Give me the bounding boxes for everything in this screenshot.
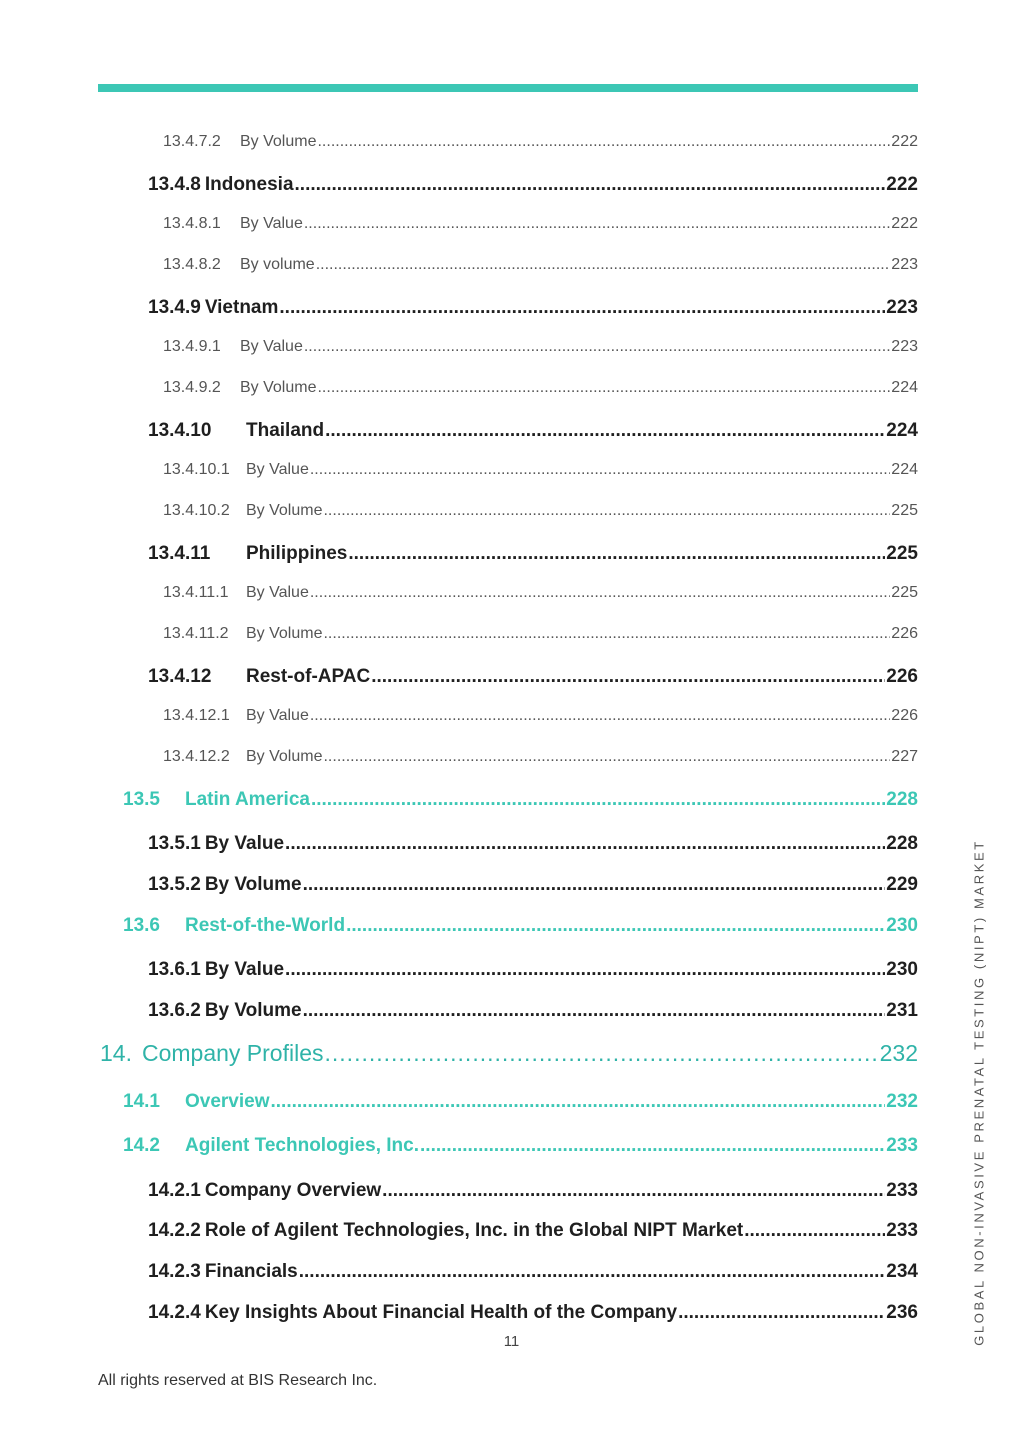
- side-report-title: GLOBAL NON-INVASIVE PRENATAL TESTING (NIPT) MARKET: [971, 839, 987, 1346]
- toc-entry[interactable]: [163, 748, 918, 766]
- toc-number: 13.5: [123, 789, 160, 810]
- toc-number: 13.4.10.2: [163, 502, 230, 519]
- toc-page: 228: [886, 833, 918, 854]
- toc-title: Overview: [185, 1091, 270, 1112]
- toc-number: 13.4.9: [148, 297, 201, 318]
- toc-title: Agilent Technologies, Inc.: [185, 1135, 420, 1156]
- toc-title: Key Insights About Financial Health of the Company: [204, 1302, 678, 1323]
- toc-leader: [323, 748, 890, 766]
- toc-leader: [744, 1220, 885, 1242]
- toc-entry[interactable]: [148, 833, 918, 855]
- toc-leader: [323, 625, 890, 643]
- toc-number: 14.1: [123, 1091, 160, 1112]
- toc-number: 13.4.9.1: [163, 338, 221, 355]
- toc-entry[interactable]: [163, 215, 918, 233]
- toc-title: Rest-of-APAC: [246, 666, 371, 687]
- toc-title: Philippines: [246, 543, 348, 564]
- toc-number: 13.4.12.2: [163, 748, 230, 765]
- toc-title: By Volume: [204, 1000, 302, 1021]
- toc-page: 232: [879, 1040, 918, 1066]
- toc-leader: [310, 461, 890, 479]
- toc-entry[interactable]: [148, 543, 918, 565]
- toc-page: 230: [886, 959, 918, 980]
- toc-page: 225: [891, 502, 918, 519]
- toc-number: 13.4.8.1: [163, 215, 221, 232]
- toc-number: 14.2.4: [148, 1302, 201, 1323]
- toc-number: 13.4.7.2: [163, 133, 221, 150]
- toc-entry[interactable]: [148, 874, 918, 896]
- toc-entry[interactable]: [148, 959, 918, 981]
- toc-entry[interactable]: [148, 1000, 918, 1022]
- toc-title: By Volume: [204, 874, 302, 895]
- toc-page: 224: [886, 420, 918, 441]
- toc-entry[interactable]: [123, 1135, 918, 1157]
- toc-leader: [325, 420, 885, 442]
- toc-title: By Volume: [240, 379, 317, 396]
- toc-leader: [303, 1000, 886, 1022]
- toc-number: 13.4.12.1: [163, 707, 230, 724]
- toc-leader: [348, 543, 885, 565]
- toc-page: 222: [886, 174, 918, 195]
- toc-entry[interactable]: [123, 1091, 918, 1113]
- toc-leader: [304, 215, 890, 233]
- toc-entry[interactable]: [163, 502, 918, 520]
- toc-entry[interactable]: [148, 1302, 918, 1324]
- toc-entry[interactable]: [148, 420, 918, 442]
- toc-page: 230: [886, 915, 918, 936]
- toc-title: By Value: [246, 461, 309, 478]
- page-number: 11: [503, 1333, 520, 1350]
- toc-title: Rest-of-the-World: [185, 915, 346, 936]
- toc-number: 14.2.3: [148, 1261, 201, 1282]
- toc-entry[interactable]: [163, 625, 918, 643]
- toc-number: 13.5.1: [148, 833, 201, 854]
- toc-title: By Value: [240, 338, 303, 355]
- toc-page: 228: [886, 789, 918, 810]
- toc-page: 236: [886, 1302, 918, 1323]
- toc-page: 226: [886, 666, 918, 687]
- toc-title: Latin America: [185, 789, 310, 810]
- toc-number: 13.6.2: [148, 1000, 201, 1021]
- toc-leader: [285, 833, 885, 855]
- toc-page: 233: [886, 1135, 918, 1156]
- toc-title: By Value: [240, 215, 303, 232]
- toc-title: Financials: [204, 1261, 298, 1282]
- toc-entry[interactable]: [148, 1261, 918, 1283]
- toc-entry[interactable]: [123, 789, 918, 811]
- toc-number: 13.4.11: [148, 543, 211, 564]
- toc-page: 225: [891, 584, 918, 601]
- toc-page: 233: [886, 1220, 918, 1241]
- toc-number: 13.6.1: [148, 959, 201, 980]
- toc-entry[interactable]: [163, 338, 918, 356]
- toc-entry[interactable]: [148, 1180, 918, 1202]
- toc-entry[interactable]: [148, 297, 918, 319]
- toc-page: 223: [891, 256, 918, 273]
- toc-leader: [317, 133, 890, 151]
- toc-title: By Value: [204, 959, 285, 980]
- toc-leader: [346, 915, 885, 937]
- toc-entry[interactable]: [163, 256, 918, 274]
- toc-leader: [678, 1302, 885, 1324]
- toc-title: Indonesia: [204, 174, 294, 195]
- toc-page: 222: [891, 215, 918, 232]
- toc-page: 227: [891, 748, 918, 765]
- toc-title: By Value: [204, 833, 285, 854]
- toc-page: 233: [886, 1180, 918, 1201]
- top-accent-rule: [98, 84, 918, 92]
- toc-title: By volume: [240, 256, 315, 273]
- toc-title: By Volume: [246, 748, 323, 765]
- toc-page: 232: [886, 1091, 918, 1112]
- toc-leader: [371, 666, 885, 688]
- toc-page: 229: [886, 874, 918, 895]
- toc-leader: [325, 1040, 879, 1067]
- toc-page: 222: [891, 133, 918, 150]
- toc-leader: [271, 1091, 886, 1113]
- toc-page: 225: [886, 543, 918, 564]
- toc-number: 13.4.11.2: [163, 625, 229, 642]
- toc-leader: [311, 789, 885, 811]
- toc-title: Company Profiles: [141, 1040, 324, 1066]
- toc-number: 14.2: [123, 1135, 160, 1156]
- toc-title: Company Overview: [204, 1180, 382, 1201]
- toc-number: 13.6: [123, 915, 160, 936]
- toc-title: By Value: [246, 584, 309, 601]
- toc-page: 224: [891, 379, 918, 396]
- toc-leader: [316, 256, 891, 274]
- toc-entry[interactable]: [163, 461, 918, 479]
- toc-leader: [420, 1135, 885, 1157]
- toc-entry[interactable]: [148, 1220, 918, 1242]
- toc-entry[interactable]: [163, 133, 918, 151]
- toc-title: Vietnam: [204, 297, 279, 318]
- toc-entry[interactable]: [163, 707, 918, 725]
- toc-title: Role of Agilent Technologies, Inc. in the Global NIPT Market: [204, 1220, 744, 1241]
- toc-leader: [304, 338, 890, 356]
- toc-leader: [310, 584, 890, 602]
- toc-page: 226: [891, 707, 918, 724]
- toc-number: 13.4.10: [148, 420, 212, 441]
- toc-entry[interactable]: [148, 174, 918, 196]
- toc-title: By Value: [246, 707, 309, 724]
- toc-number: 13.4.11.1: [163, 584, 229, 601]
- toc-entry[interactable]: [100, 1040, 918, 1067]
- toc-entry[interactable]: [163, 584, 918, 602]
- toc-page: 223: [891, 338, 918, 355]
- toc-page: 234: [886, 1261, 918, 1282]
- toc-number: 13.4.10.1: [163, 461, 230, 478]
- toc-entry[interactable]: [163, 379, 918, 397]
- toc-title: Thailand: [246, 420, 325, 441]
- toc-number: 14.2.2: [148, 1220, 201, 1241]
- toc-number: 13.4.9.2: [163, 379, 221, 396]
- toc-leader: [382, 1180, 885, 1202]
- toc-leader: [310, 707, 890, 725]
- toc-leader: [317, 379, 890, 397]
- toc-leader: [303, 874, 886, 896]
- toc-number: 14.: [100, 1040, 132, 1066]
- footer-copyright: All rights reserved at BIS Research Inc.: [98, 1372, 378, 1389]
- toc-page: 226: [891, 625, 918, 642]
- toc-title: By Volume: [246, 502, 323, 519]
- toc-entry[interactable]: [148, 666, 918, 688]
- toc-number: 14.2.1: [148, 1180, 201, 1201]
- toc-number: 13.4.12: [148, 666, 212, 687]
- toc-page: 224: [891, 461, 918, 478]
- toc-title: By Volume: [246, 625, 323, 642]
- toc-title: By Volume: [240, 133, 317, 150]
- toc-number: 13.4.8: [148, 174, 201, 195]
- toc-leader: [295, 174, 886, 196]
- toc-leader: [285, 959, 885, 981]
- toc-page: 231: [886, 1000, 918, 1021]
- toc-page: 223: [886, 297, 918, 318]
- toc-number: 13.4.8.2: [163, 256, 221, 273]
- toc-entry[interactable]: [123, 915, 918, 937]
- toc-leader: [323, 502, 890, 520]
- toc-number: 13.5.2: [148, 874, 201, 895]
- toc-leader: [299, 1261, 886, 1283]
- toc-leader: [279, 297, 885, 319]
